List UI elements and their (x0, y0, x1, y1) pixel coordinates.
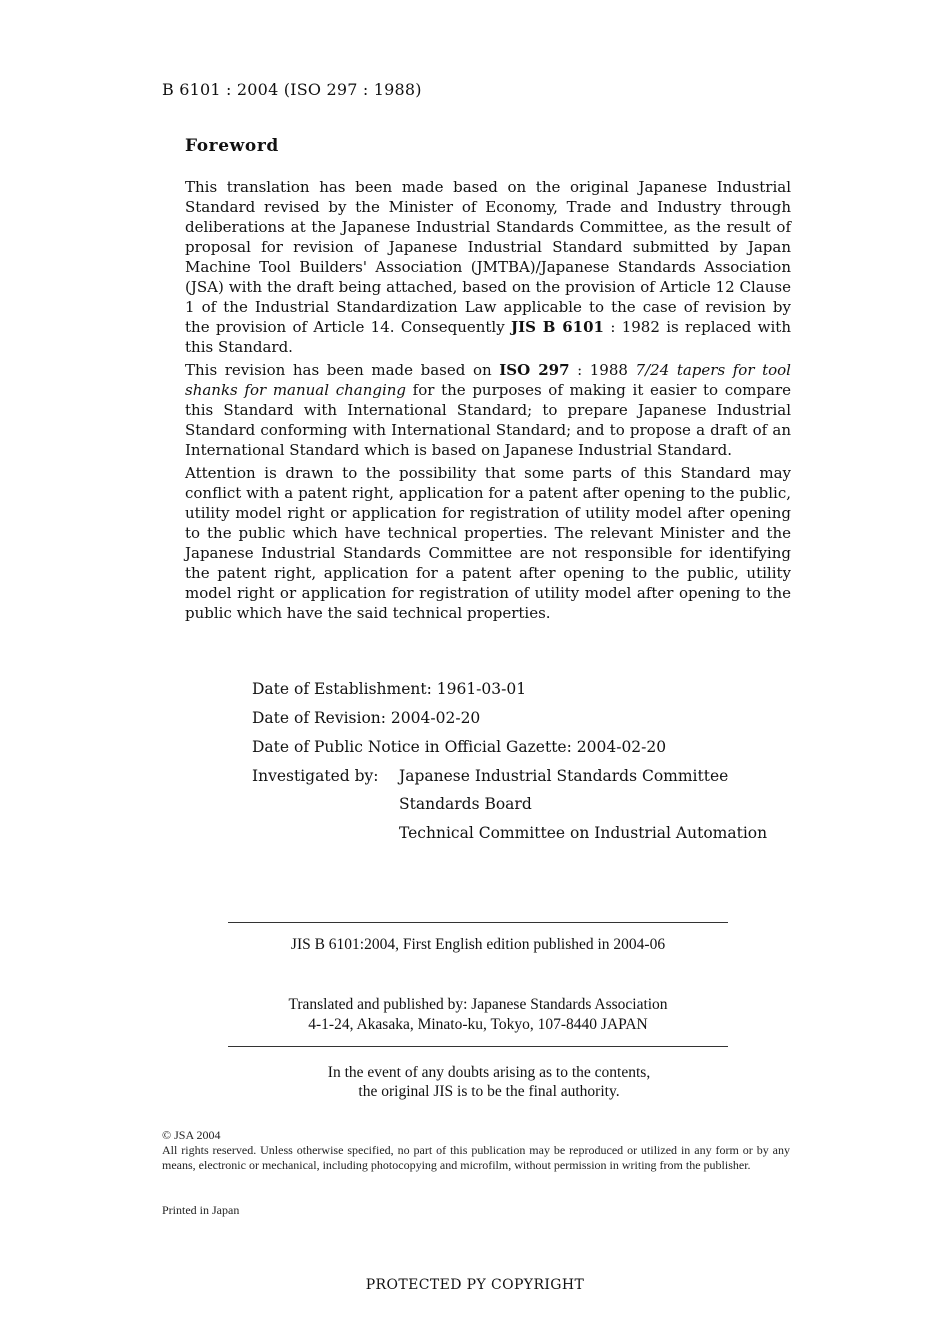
copyright-holder: © JSA 2004 (162, 1128, 221, 1142)
document-code-header: B 6101 : 2004 (ISO 297 : 1988) (162, 80, 422, 99)
page-footer: PROTECTED PY COPYRIGHT (365, 1277, 585, 1293)
foreword-paragraph-2 (185, 360, 791, 460)
foreword-paragraph-1 (185, 177, 791, 357)
investigated-by-committee: Japanese Industrial Standards Committee (399, 767, 729, 785)
p1-text-a: This translation has been made based on the original Japanese Industrial Standard revised by the Minister of Economy, Trade and Industry through deliberations at the Japanese Industrial Standards Committee, as the result of proposal for revision of Japanese Industrial Standard submitted by Japan Machine Tool Builders' Association (JMTBA)/Japanese Standards Association (JSA) with the draft being attached, based on the provision of Article 12 Clause 1 of the Industrial Standardization Law applicable to the case of revision by the provision of Article 14. Consequently (185, 178, 791, 336)
printed-in: Printed in Japan (162, 1203, 240, 1217)
investigated-by-label: Investigated by: (252, 767, 379, 785)
publisher-line-1: Translated and published by: Japanese Standards Association (288, 996, 668, 1013)
p1-text-b: : 1982 is replaced with this Standard. (185, 318, 791, 356)
date-of-establishment: Date of Establishment: 1961-03-01 (252, 680, 527, 698)
edition-notice: JIS B 6101:2004, First English edition published in 2004-06 (290, 936, 666, 953)
authority-line-2: the original JIS is to be the final authority. (358, 1083, 620, 1100)
p2-text-c: for the purposes of making it easier to compare this Standard with International Standard; to prepare Japanese Industrial Standard conforming with International Standard; and to propose a draft of an International Standard which is based on Japanese Industrial Standard. (185, 381, 791, 459)
publisher-address: 4-1-24, Akasaka, Minato-ku, Tokyo, 107-8440 JAPAN (308, 1016, 648, 1033)
authority-line-1: In the event of any doubts arising as to the contents, (327, 1064, 651, 1081)
p2-text-a: This revision has been made based on (185, 361, 500, 379)
date-of-public-notice: Date of Public Notice in Official Gazette: 2004-02-20 (252, 738, 667, 756)
p1-jis-reference: JIS B 6101 (511, 318, 604, 336)
p2-iso-reference: ISO 297 (499, 361, 570, 379)
copyright-rights: All rights reserved. Unless otherwise specified, no part of this publication may be reproduced or utilized in any form or by any means, electronic or mechanical, including photocopying and microfilm, without permission in writing from the publisher. (162, 1143, 790, 1172)
divider-bottom (228, 1046, 728, 1047)
foreword-paragraph-3: Attention is drawn to the possibility that some parts of this Standard may conflict with a patent right, application for a patent after opening to the public, utility model right or application for registration of utility model after opening to the public which have technical properties. The relevant Minister and the Japanese Industrial Standards Committee are not responsible for identifying the patent right, application for a patent after opening to the public, utility model right or application for registration of utility model after opening to the public which have the said technical properties. (185, 464, 791, 622)
p2-iso-title: 7/24 tapers for tool shanks for manual changing (185, 361, 791, 399)
p2-text-b: : 1988 (569, 361, 636, 379)
foreword-title: Foreword (185, 136, 279, 156)
date-of-revision: Date of Revision: 2004-02-20 (252, 709, 481, 727)
investigated-by-technical-committee: Technical Committee on Industrial Automation (399, 824, 768, 842)
divider-top (228, 922, 728, 923)
investigated-by-board: Standards Board (399, 795, 532, 813)
